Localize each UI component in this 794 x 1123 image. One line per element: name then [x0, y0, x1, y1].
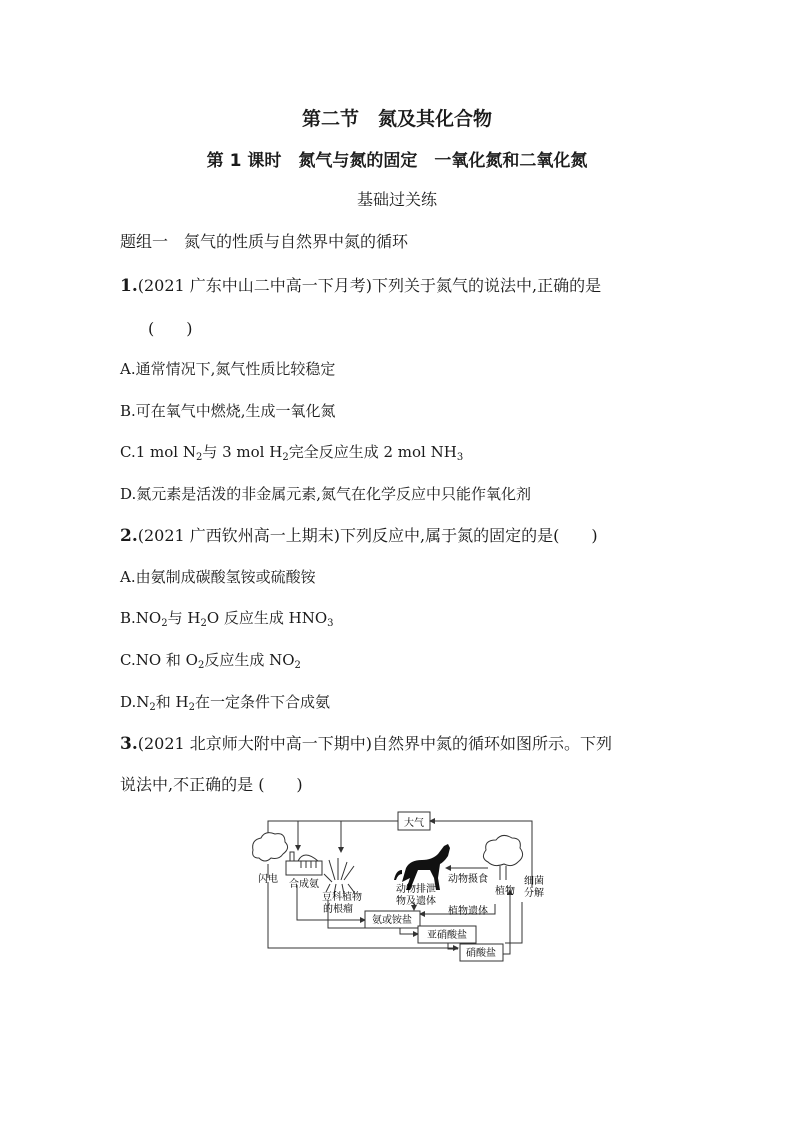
nitrate-label: 硝酸盐	[466, 948, 496, 959]
lightning-label: 闪电	[258, 874, 278, 885]
ammonia-salt-label: 氨或铵盐	[372, 915, 412, 926]
option-text: 与 H	[167, 609, 201, 627]
subscript: 3	[456, 452, 464, 463]
subscript: 2	[282, 452, 289, 463]
question-number: 1.	[120, 276, 138, 296]
atmosphere-label: 大气	[404, 818, 424, 829]
lightning-cloud-icon	[253, 833, 288, 878]
section-title: 第二节 氮及其化合物	[301, 108, 492, 130]
subscript: 2	[197, 660, 205, 671]
option-text: O 反应生成 HNO	[206, 609, 328, 627]
subscript: 2	[200, 618, 207, 629]
question-text: 下列反应中,属于氮的固定的是( )	[340, 526, 598, 545]
plant-label: 植物	[495, 886, 515, 897]
option-text: 反应生成 NO	[204, 651, 295, 669]
option-d: D.氮元素是活泼的非金属元素,氮气在化学反应中只能作氧化剂	[120, 485, 532, 503]
question-source: (2021 广东中山二中高一下月考)	[137, 276, 373, 295]
subscript: 3	[327, 618, 334, 629]
animal-excretion-label-line2: 物及遗体	[396, 896, 436, 907]
answer-blank: ( )	[148, 319, 193, 338]
nitrite-label: 亚硝酸盐	[427, 930, 467, 941]
synthetic-ammonia-label: 合成氨	[289, 879, 319, 890]
legume-label-line2: 的根瘤	[323, 904, 353, 915]
option-text: C.1 mol N	[120, 443, 196, 461]
subscript: 2	[294, 660, 301, 671]
option-b: B.可在氧气中燃烧,生成一氧化氮	[120, 402, 336, 420]
option-text: 完全反应生成 2 mol NH	[288, 443, 457, 461]
question-text: 自然界中氮的循环如图所示。下列	[372, 734, 613, 753]
bacteria-label-line2: 分解	[524, 888, 544, 899]
subscript: 2	[149, 702, 156, 713]
question-group-label: 题组一 氮气的性质与自然界中氮的循环	[120, 232, 409, 251]
animal-feeding-label: 动物摄食	[448, 874, 488, 885]
question-source: (2021 广西钦州高一上期末)	[137, 526, 341, 545]
legume-label-line1: 豆科植物	[322, 892, 362, 903]
exercise-subtitle: 基础过关练	[356, 190, 437, 209]
legume-roots-icon	[324, 858, 354, 894]
subscript: 2	[161, 618, 168, 629]
plant-remains-label: 植物遗体	[448, 906, 488, 917]
subscript: 2	[195, 452, 203, 463]
option-a: A.通常情况下,氮气性质比较稳定	[120, 360, 336, 378]
option-a: A.由氨制成碳酸氢铵或硫酸铵	[120, 568, 316, 586]
question-number: 3.	[120, 734, 138, 754]
option-text: C.NO 和 O	[120, 651, 198, 669]
question-text: 下列关于氮气的说法中,正确的是	[372, 276, 602, 295]
question-number: 2.	[120, 526, 138, 546]
factory-icon	[286, 852, 322, 875]
tree-icon	[483, 835, 522, 880]
option-text: B.NO	[120, 609, 162, 627]
option-text: 和 H	[155, 693, 189, 711]
option-text: 在一定条件下合成氨	[195, 693, 331, 711]
subscript: 2	[188, 702, 195, 713]
option-text: 与 3 mol H	[202, 443, 283, 461]
lesson-title: 第 1 课时 氮气与氮的固定 一氧化氮和二氧化氮	[206, 151, 588, 171]
question-source: (2021 北京师大附中高一下期中)	[137, 734, 373, 753]
question-text: 说法中,不正确的是	[120, 775, 254, 794]
bacteria-label-line1: 细菌	[524, 876, 544, 887]
answer-blank: ( )	[258, 775, 303, 794]
option-text: D.N	[120, 693, 150, 711]
animal-excretion-label-line1: 动物排泄	[396, 884, 436, 895]
